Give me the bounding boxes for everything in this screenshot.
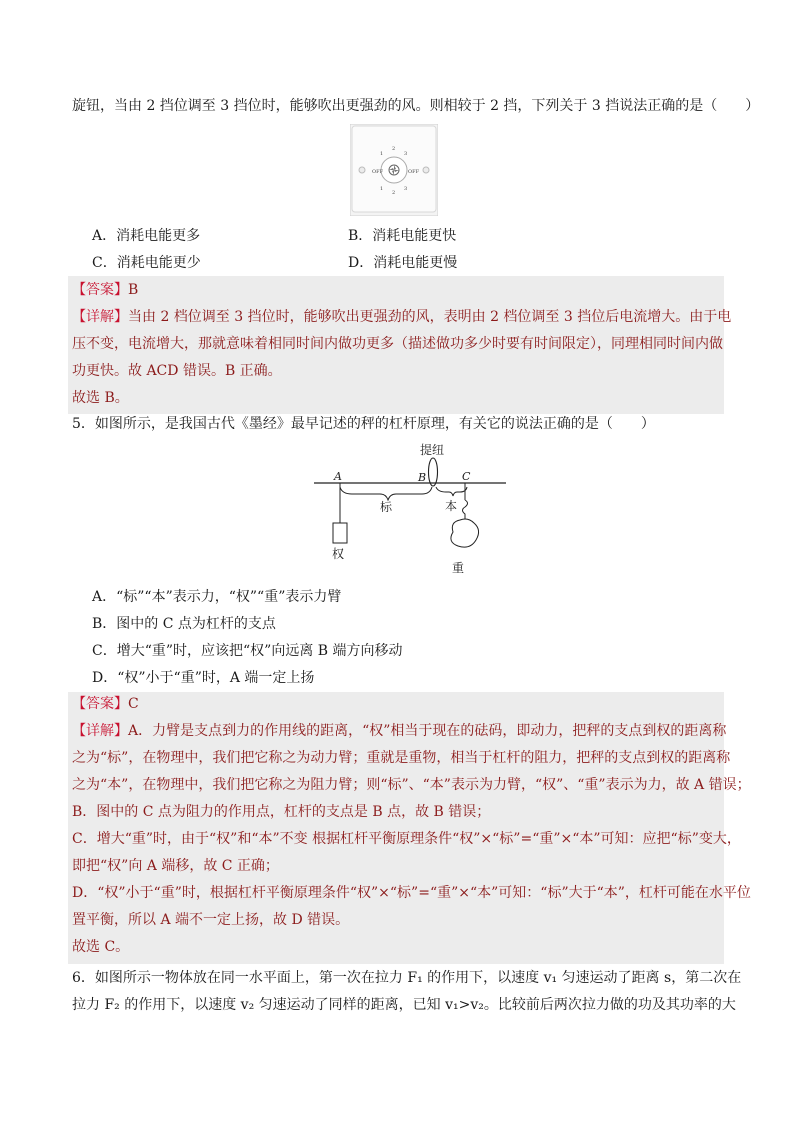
q5-option-c: C．增大“重”时，应该把“权”向远离 B 端方向移动 xyxy=(92,643,403,659)
q4-answer-value: B xyxy=(128,282,139,298)
q5-detail-line-5: C．增大“重”时，由于“权”和“本”不变 根据杠杆平衡原理条件“权”×“标”=“重”×“本”可知：应把“标”变大， xyxy=(72,831,741,847)
q4-detail-line-3: 功更快。故 ACD 错误。B 正确。 xyxy=(72,363,282,379)
switch-num-3-bottom: 3 xyxy=(404,186,408,192)
q5-detail-line-4: B．图中的 C 点为阻力的作用点，杠杆的支点是 B 点，故 B 错误； xyxy=(72,804,491,820)
q4-conclusion: 故选 B。 xyxy=(72,390,129,406)
q4-answer-tag: 【答案】 xyxy=(72,282,128,298)
q5-answer-line xyxy=(72,694,139,714)
q5-option-b: B．图中的 C 点为杠杆的支点 xyxy=(92,616,276,632)
fig-label-b: B xyxy=(418,471,427,484)
switch-num-1-top: 1 xyxy=(380,151,384,157)
switch-num-2-bottom: 2 xyxy=(392,190,396,196)
q5-detail-line-6: 即把“权”向 A 端移，故 C 正确； xyxy=(72,858,279,874)
fig-label-zhong: 重 xyxy=(452,561,465,575)
fig-label-a: A xyxy=(334,470,342,483)
fan-switch-image xyxy=(350,124,438,216)
q4-stem-line: 旋钮，当由 2 挡位调至 3 挡位时，能够吹出更强劲的风。则相较于 2 挡，下列关于 3 挡说法正确的是（ ） xyxy=(72,98,760,114)
q5-answer-tag: 【答案】 xyxy=(72,696,128,712)
fig-label-c: C xyxy=(462,470,471,483)
q5-conclusion: 故选 C。 xyxy=(72,939,130,955)
switch-num-1-bottom: 1 xyxy=(380,186,384,192)
q5-stem: 5．如图所示，是我国古代《墨经》最早记述的秤的杠杆原理，有关它的说法正确的是（ ） xyxy=(72,416,655,432)
q5-option-a: A．“标”“本”表示力，“权”“重”表示力臂 xyxy=(92,589,342,605)
q4-detail-line-1: 【详解】当由 2 档位调至 3 挡位时，能够吹出更强劲的风，表明由 2 档位调至 3 挡位后电流增大。由于电 xyxy=(72,309,732,325)
q4-detail-tag: 【详解】 xyxy=(72,309,128,325)
switch-off-left: OFF xyxy=(372,169,384,175)
q6-stem-line-2: 拉力 F₂ 的作用下，以速度 v₂ 匀速运动了同样的距离，已知 v₁>v₂。比较前后两次拉力做的功及其功率的大 xyxy=(72,997,736,1013)
switch-num-3-top: 3 xyxy=(404,151,408,157)
q5-detail-tag: 【详解】 xyxy=(72,723,128,739)
q5-answer-block xyxy=(68,692,751,964)
fig-label-quan: 权 xyxy=(332,547,345,561)
q5-detail-line-3: 之为“本”，在物理中，我们把它称之为阻力臂；则“标”、“本”表示为力臂，“权”、“重”表示为力，故 A 错误； xyxy=(72,777,751,793)
q4-option-a: A．消耗电能更多 xyxy=(92,228,201,244)
switch-num-2-top: 2 xyxy=(392,146,396,152)
switch-off-right: OFF xyxy=(408,169,420,175)
steelyard-diagram xyxy=(312,440,508,580)
q4-option-b: B．消耗电能更快 xyxy=(348,228,457,244)
q4-detail-line-2: 压不变，电流增大，那就意味着相同时间内做功更多（描述做功多少时要有时间限定），同理相同时间内做 xyxy=(72,336,723,352)
q4-option-c: C．消耗电能更少 xyxy=(92,255,201,271)
q5-detail-line-7: D．“权”小于“重”时，根据杠杆平衡原理条件“权”×“标”=“重”×“本”可知：“标”大于“本”，杠杆可能在水平位 xyxy=(72,885,751,901)
q4-option-d: D．消耗电能更慢 xyxy=(348,255,458,271)
q5-detail-line-2: 之为“标”，在物理中，我们把它称之为动力臂；重就是重物，相当于杠杆的阻力，把秤的支点到权的距离称 xyxy=(72,750,731,766)
q5-answer-value: C xyxy=(128,696,139,712)
fig-label-ben: 本 xyxy=(445,499,458,513)
q5-detail-line-8: 置平衡，所以 A 端不一定上扬，故 D 错误。 xyxy=(72,912,350,928)
fig-label-biao: 标 xyxy=(380,500,393,514)
q5-option-d: D．“权”小于“重”时，A 端一定上扬 xyxy=(92,670,315,686)
q6-stem-line-1: 6．如图所示一物体放在同一水平面上，第一次在拉力 F₁ 的作用下，以速度 v₁ 匀速运动了距离 s，第二次在 xyxy=(72,970,742,986)
q5-detail-line-1: 【详解】A．力臂是支点到力的作用线的距离，“权”相当于现在的砝码，即动力，把秤的支点到权的距离称 xyxy=(72,723,727,739)
q4-answer-block xyxy=(68,276,732,414)
q4-answer-line xyxy=(72,280,138,300)
fig-label-tizu: 提纽 xyxy=(420,443,445,457)
